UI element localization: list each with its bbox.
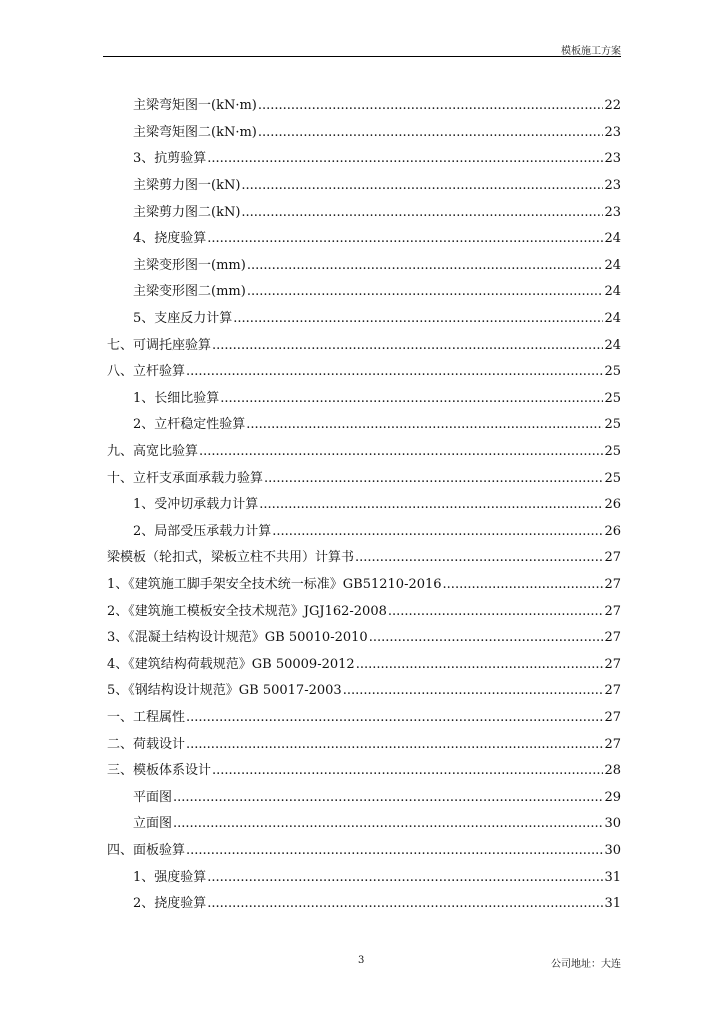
toc-entry[interactable] (107, 386, 621, 413)
toc-dot-leader (207, 896, 603, 912)
toc-entry[interactable] (107, 412, 621, 439)
toc-entry-title: 1、受冲切承载力计算 (133, 497, 259, 513)
toc-entry-page: 27 (604, 736, 621, 752)
toc-dot-leader (258, 98, 604, 114)
toc-entry-page: 27 (604, 630, 621, 646)
toc-dot-leader (355, 550, 603, 566)
toc-entry-title: 主梁变形图一(mm) (133, 257, 246, 273)
toc-entry-page: 24 (604, 311, 621, 327)
toc-entry-title: 1、《建筑施工脚手架安全技术统一标准》GB51210-2016 (107, 576, 442, 592)
toc-entry[interactable] (107, 864, 621, 891)
toc-entry-page: 25 (604, 444, 621, 460)
toc-dot-leader (212, 763, 603, 779)
toc-entry-page: 24 (604, 337, 621, 353)
toc-entry-title: 2、立杆稳定性验算 (133, 417, 246, 433)
toc-entry-title: 5、《钢结构设计规范》GB 50017-2003 (107, 683, 342, 699)
toc-entry-page: 29 (604, 789, 621, 805)
toc-entry[interactable] (107, 651, 621, 678)
toc-entry-title: 2、《建筑施工模板安全技术规范》JGJ162-2008 (107, 603, 387, 619)
toc-entry[interactable] (107, 811, 621, 838)
toc-entry-title: 主梁弯矩图一(kN·m) (133, 98, 257, 114)
toc-dot-leader (241, 178, 603, 194)
toc-dot-leader (356, 657, 604, 673)
toc-entry-title: 三、模板体系设计 (107, 763, 212, 779)
toc-entry-page: 26 (604, 497, 621, 513)
toc-entry[interactable] (107, 758, 621, 785)
toc-dot-leader (186, 843, 603, 859)
toc-entry[interactable] (107, 120, 621, 147)
toc-dot-leader (233, 311, 603, 327)
toc-dot-leader (258, 125, 604, 141)
toc-entry-title: 主梁弯矩图二(kN·m) (133, 124, 257, 140)
toc-entry[interactable] (107, 173, 621, 200)
table-of-contents (107, 93, 621, 917)
toc-dot-leader (173, 816, 603, 832)
toc-entry-page: 27 (604, 576, 621, 592)
toc-entry-title: 九、高宽比验算 (107, 444, 199, 460)
header-title: 模板施工方案 (561, 46, 621, 57)
toc-entry[interactable] (107, 279, 621, 306)
toc-entry[interactable] (107, 492, 621, 519)
toc-entry-page: 31 (604, 896, 621, 912)
toc-entry-title: 主梁变形图二(mm) (133, 284, 246, 300)
toc-entry[interactable] (107, 891, 621, 918)
toc-dot-leader (173, 790, 603, 806)
toc-dot-leader (247, 258, 604, 274)
toc-entry-page: 24 (604, 257, 621, 273)
toc-entry-page: 25 (604, 364, 621, 380)
toc-dot-leader (220, 391, 603, 407)
toc-dot-leader (343, 683, 604, 699)
toc-entry-page: 27 (604, 603, 621, 619)
toc-entry-page: 23 (604, 124, 621, 140)
toc-entry[interactable] (107, 731, 621, 758)
header-divider (103, 56, 621, 57)
toc-entry[interactable] (107, 306, 621, 333)
toc-dot-leader (241, 205, 603, 221)
toc-entry-title: 二、荷载设计 (107, 736, 186, 752)
toc-entry[interactable] (107, 199, 621, 226)
toc-dot-leader (207, 231, 603, 247)
toc-dot-leader (186, 710, 603, 726)
toc-entry[interactable] (107, 598, 621, 625)
toc-entry-title: 平面图 (133, 789, 173, 805)
footer-address: 公司地址：大连 (551, 959, 621, 970)
toc-entry-page: 24 (604, 231, 621, 247)
toc-dot-leader (207, 151, 603, 167)
toc-entry-title: 2、挠度验算 (133, 896, 207, 912)
toc-entry-title: 主梁剪力图二(kN) (133, 204, 241, 220)
toc-entry[interactable] (107, 253, 621, 280)
toc-entry-page: 27 (604, 656, 621, 672)
toc-entry-title: 主梁剪力图一(kN) (133, 178, 241, 194)
toc-entry[interactable] (107, 465, 621, 492)
toc-dot-leader (246, 417, 603, 433)
toc-entry-title: 3、抗剪验算 (133, 151, 207, 167)
toc-entry[interactable] (107, 93, 621, 120)
toc-entry-page: 30 (604, 816, 621, 832)
toc-dot-leader (212, 338, 603, 354)
toc-entry-title: 七、可调托座验算 (107, 337, 212, 353)
toc-dot-leader (207, 870, 603, 886)
toc-entry[interactable] (107, 146, 621, 173)
toc-dot-leader (369, 630, 604, 646)
toc-entry-title: 立面图 (133, 816, 173, 832)
toc-entry[interactable] (107, 545, 621, 572)
toc-entry-page: 31 (604, 869, 621, 885)
toc-entry-page: 23 (604, 151, 621, 167)
toc-entry-page: 30 (604, 842, 621, 858)
toc-entry-title: 5、支座反力计算 (133, 311, 233, 327)
toc-entry[interactable] (107, 572, 621, 599)
toc-entry-page: 27 (604, 683, 621, 699)
toc-entry-page: 26 (604, 523, 621, 539)
toc-entry[interactable] (107, 359, 621, 386)
toc-entry-page: 24 (604, 284, 621, 300)
toc-entry-page: 23 (604, 178, 621, 194)
toc-entry-title: 十、立杆支承面承载力验算 (107, 470, 264, 486)
toc-entry-title: 4、《建筑结构荷载规范》GB 50009-2012 (107, 656, 355, 672)
toc-entry[interactable] (107, 332, 621, 359)
toc-entry-title: 梁模板（轮扣式，梁板立柱不共用）计算书 (107, 550, 355, 566)
toc-dot-leader (388, 604, 604, 620)
toc-entry-page: 27 (604, 709, 621, 725)
toc-entry[interactable] (107, 705, 621, 732)
toc-dot-leader (264, 471, 603, 487)
toc-entry[interactable] (107, 838, 621, 865)
toc-entry[interactable] (107, 625, 621, 652)
toc-entry-title: 4、挠度验算 (133, 231, 207, 247)
toc-entry-page: 25 (604, 417, 621, 433)
toc-entry-title: 3、《混凝土结构设计规范》GB 50010-2010 (107, 630, 368, 646)
toc-entry-page: 28 (604, 763, 621, 779)
toc-dot-leader (272, 524, 603, 540)
toc-dot-leader (186, 737, 603, 753)
toc-entry[interactable] (107, 678, 621, 705)
toc-dot-leader (186, 364, 603, 380)
footer-page-number: 3 (358, 955, 365, 966)
toc-dot-leader (247, 284, 604, 300)
toc-entry-title: 1、长细比验算 (133, 390, 220, 406)
toc-entry[interactable] (107, 784, 621, 811)
toc-entry-title: 2、局部受压承载力计算 (133, 523, 272, 539)
toc-entry[interactable] (107, 519, 621, 546)
toc-entry-page: 23 (604, 204, 621, 220)
toc-entry-title: 1、强度验算 (133, 869, 207, 885)
toc-dot-leader (199, 444, 603, 460)
toc-dot-leader (443, 577, 604, 593)
toc-entry[interactable] (107, 226, 621, 253)
toc-entry[interactable] (107, 439, 621, 466)
toc-entry-page: 27 (604, 550, 621, 566)
toc-entry-page: 22 (604, 98, 621, 114)
toc-entry-title: 四、面板验算 (107, 842, 186, 858)
toc-entry-page: 25 (604, 470, 621, 486)
toc-dot-leader (259, 497, 603, 513)
toc-entry-title: 一、工程属性 (107, 709, 186, 725)
toc-entry-page: 25 (604, 390, 621, 406)
toc-entry-title: 八、立杆验算 (107, 364, 186, 380)
